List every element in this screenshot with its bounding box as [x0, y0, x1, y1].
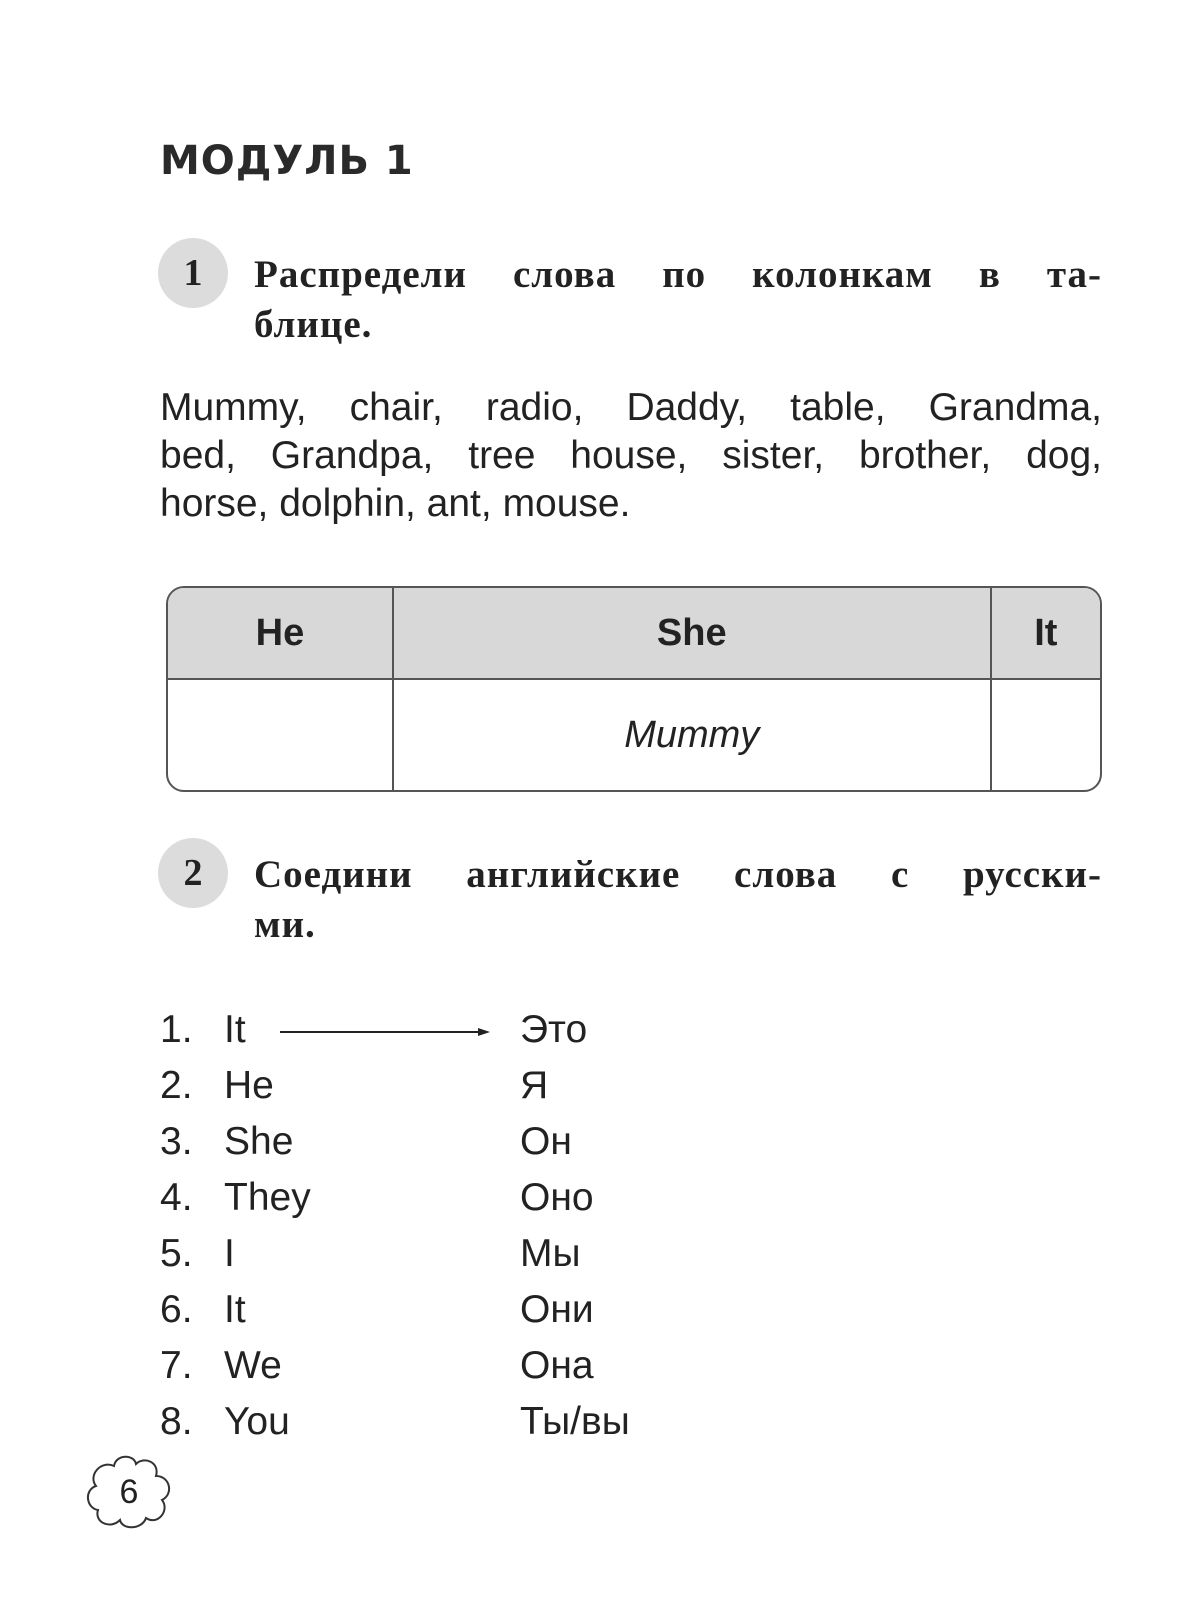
exercise-2-badge: 2	[158, 838, 228, 908]
instruction-line: блице.	[254, 303, 373, 346]
russian-word[interactable]: Они	[520, 1288, 594, 1331]
english-word[interactable]: They	[224, 1176, 311, 1219]
item-number: 3.	[160, 1120, 193, 1163]
item-number: 8.	[160, 1400, 193, 1443]
exercise-1-badge: 1	[158, 238, 228, 308]
russian-word[interactable]: Она	[520, 1344, 594, 1387]
exercise-1-instruction	[254, 250, 1102, 350]
word-list-line: Mummy, chair, radio, Daddy, table, Grandma,	[160, 386, 1102, 429]
russian-word[interactable]: Это	[520, 1008, 588, 1051]
exercise-2-instruction	[254, 850, 1102, 950]
russian-word[interactable]: Мы	[520, 1232, 581, 1275]
word-list-line: bed, Grandpa, tree house, sister, brother, dog,	[160, 434, 1102, 477]
column-header-it: It	[992, 588, 1100, 680]
english-word[interactable]: You	[224, 1400, 290, 1443]
module-title: МОДУЛЬ 1	[160, 138, 414, 184]
page-number	[84, 1452, 174, 1532]
word-list-line: horse, dolphin, ant, mouse.	[160, 482, 631, 525]
instruction-line: ми.	[254, 903, 316, 946]
russian-word[interactable]: Оно	[520, 1176, 594, 1219]
english-word[interactable]: She	[224, 1120, 294, 1163]
russian-word[interactable]: Ты/вы	[520, 1400, 630, 1443]
page-number-label: 6	[119, 1472, 139, 1511]
item-number: 5.	[160, 1232, 193, 1275]
instruction-line: Распредели слова по колонкам в та-	[254, 253, 1102, 296]
item-number: 4.	[160, 1176, 193, 1219]
item-number: 7.	[160, 1344, 193, 1387]
cell-she[interactable]: Mummy	[394, 680, 992, 790]
english-word[interactable]: It	[224, 1008, 246, 1051]
column-header-he: He	[168, 588, 394, 680]
english-word[interactable]: We	[224, 1344, 282, 1387]
item-number: 1.	[160, 1008, 193, 1051]
english-word[interactable]: It	[224, 1288, 246, 1331]
item-number: 6.	[160, 1288, 193, 1331]
sorting-table	[166, 586, 1102, 792]
cell-it[interactable]	[992, 680, 1100, 790]
word-list	[160, 384, 1102, 528]
item-number: 2.	[160, 1064, 193, 1107]
english-word[interactable]: I	[224, 1232, 235, 1275]
example-arrow-icon	[280, 1028, 490, 1036]
column-header-she: She	[394, 588, 992, 680]
russian-word[interactable]: Я	[520, 1064, 549, 1107]
russian-word[interactable]: Он	[520, 1120, 572, 1163]
english-word[interactable]: He	[224, 1064, 274, 1107]
cell-he[interactable]	[168, 680, 394, 790]
instruction-line: Соедини английские слова с русски-	[254, 853, 1102, 896]
